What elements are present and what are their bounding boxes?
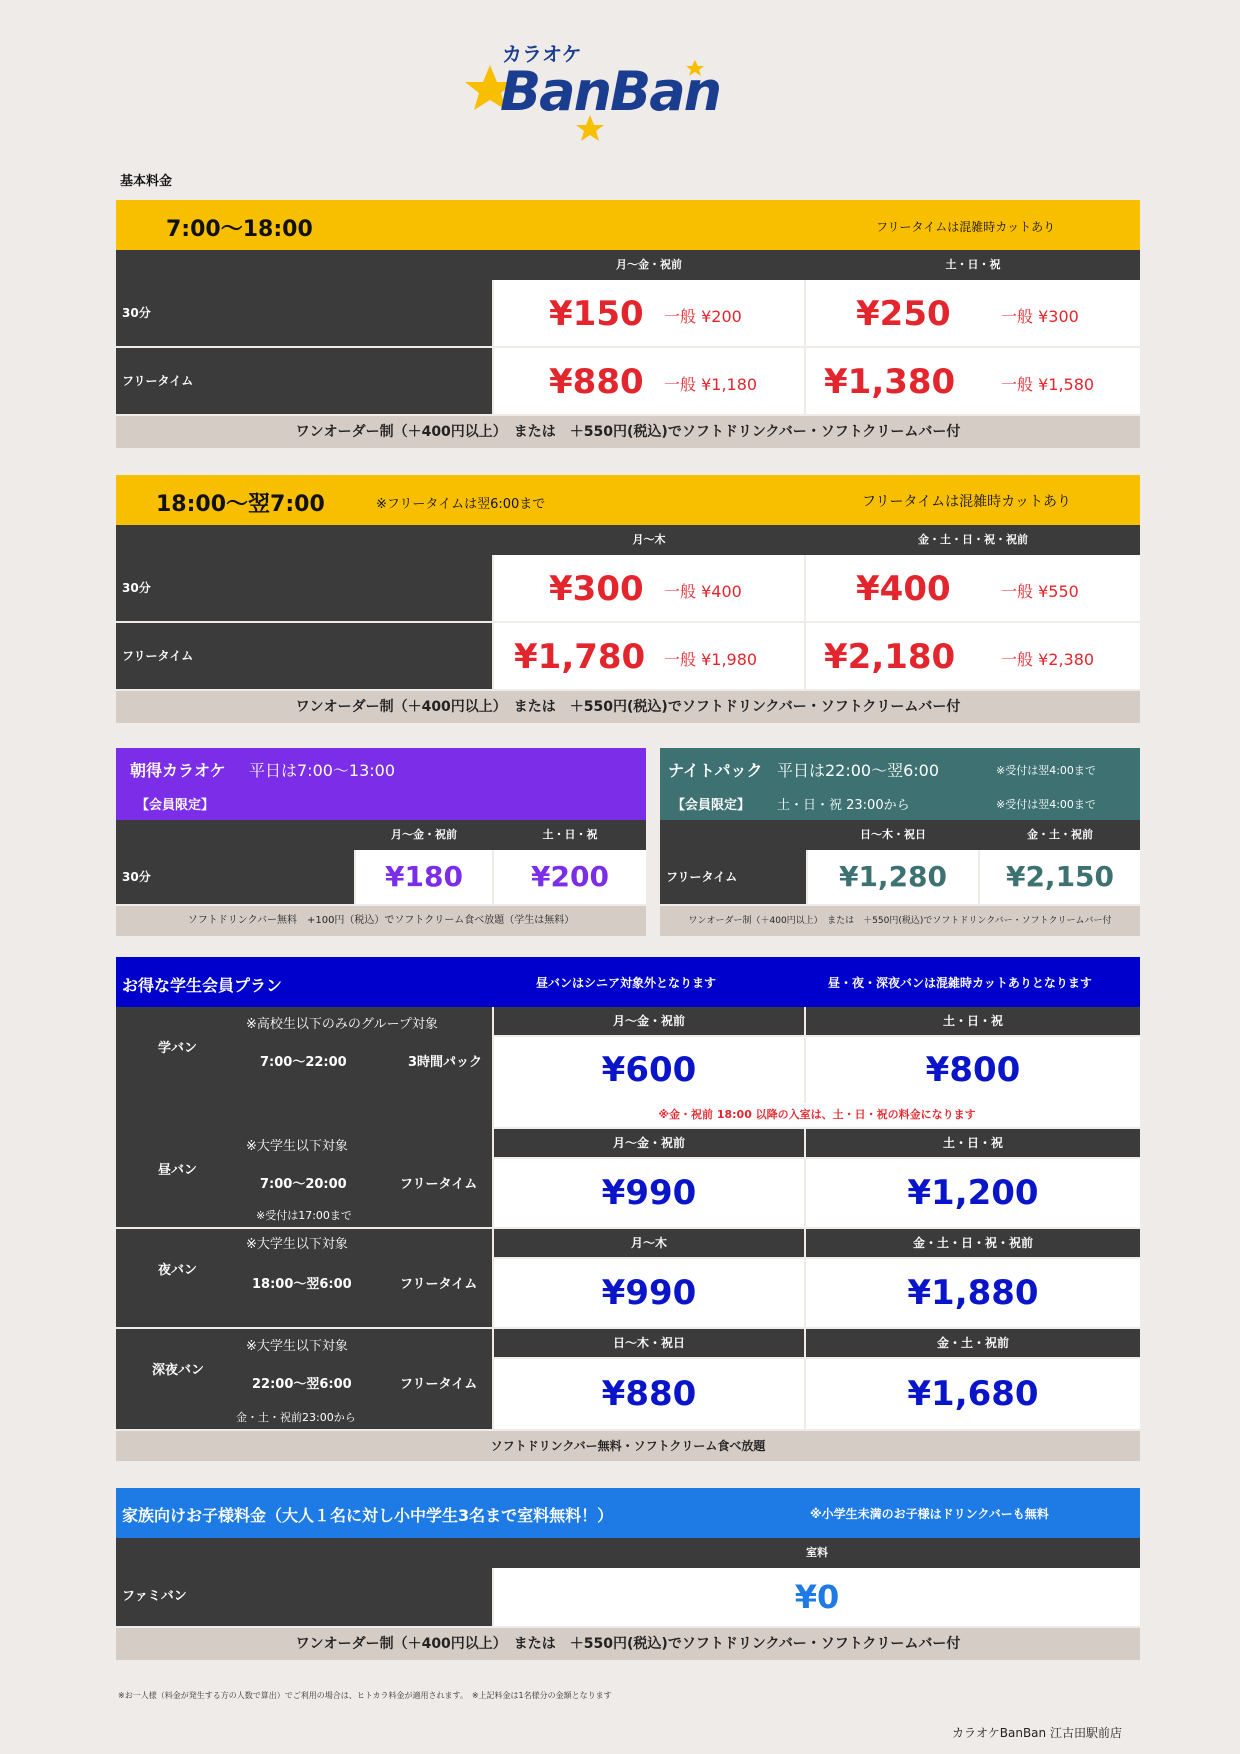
row-label: フリータイム bbox=[116, 348, 492, 414]
plan-name: 夜バン bbox=[158, 1263, 198, 1278]
student-footer: ソフトドリンクバー無料・ソフトクリーム食べ放題 bbox=[116, 1431, 1140, 1461]
store-name: カラオケBanBan 江古田駅前店 bbox=[952, 1726, 1122, 1740]
family-note: ※小学生未満のお子様はドリンクバーも無料 bbox=[810, 1507, 1049, 1521]
student-section bbox=[116, 957, 1140, 1461]
plan-sub: 金・土・祝前23:00から bbox=[236, 1411, 356, 1424]
morning-footer: ソフトドリンクバー無料 +100円（税込）でソフトクリーム食べ放題（学生は無料） bbox=[116, 906, 646, 936]
nightpack-title: ナイトパック bbox=[668, 761, 763, 780]
plan-col1: 月〜金・祝前 bbox=[494, 1129, 804, 1157]
plan-target: ※大学生以下対象 bbox=[246, 1237, 348, 1252]
general-price: 一般 ¥300 bbox=[1001, 307, 1079, 326]
price: ¥1,680 bbox=[907, 1374, 1039, 1414]
row-label: 30分 bbox=[116, 555, 492, 621]
general-price: 一般 ¥200 bbox=[664, 307, 742, 326]
row-label: 30分 bbox=[116, 850, 354, 904]
night-col-header bbox=[116, 525, 1140, 555]
student-plans bbox=[116, 1007, 1140, 1431]
price: ¥300 bbox=[549, 569, 644, 609]
nightpack-note1: ※受付は翌4:00まで bbox=[996, 764, 1096, 777]
day-col2: 土・日・祝 bbox=[945, 258, 1001, 271]
day-col-header bbox=[116, 250, 1140, 280]
general-price: 一般 ¥400 bbox=[664, 582, 742, 601]
day-footer: ワンオーダー制（＋400円以上） または ＋550円(税込)でソフトドリンクバー・ソフトクリームバー付 bbox=[116, 416, 1140, 448]
night-col2: 金・土・日・祝・祝前 bbox=[918, 533, 1028, 546]
plan-col1: 月〜木 bbox=[494, 1229, 804, 1257]
price: ¥200 bbox=[531, 860, 609, 893]
logo-main-text: BanBan bbox=[500, 60, 721, 123]
morning-header bbox=[116, 748, 646, 820]
day-header bbox=[116, 200, 1140, 250]
plan-type: 3時間パック bbox=[408, 1055, 483, 1070]
logo-top-text: カラオケ bbox=[502, 42, 582, 66]
price: ¥880 bbox=[549, 362, 644, 402]
price: ¥1,380 bbox=[824, 362, 956, 402]
plan-target: ※高校生以下のみのグループ対象 bbox=[246, 1017, 438, 1032]
logo bbox=[460, 30, 780, 150]
nightpack-hours: 平日は22:00〜翌6:00 bbox=[777, 761, 940, 780]
nightpack-col1: 日〜木・祝日 bbox=[860, 828, 926, 841]
morning-title: 朝得カラオケ bbox=[130, 761, 226, 780]
plan-type: フリータイム bbox=[400, 1177, 478, 1192]
plan-col2: 金・土・祝前 bbox=[806, 1329, 1140, 1357]
nightpack-header bbox=[660, 748, 1140, 820]
nightpack-footer: ワンオーダー制（＋400円以上） または ＋550円(税込)でソフトドリンクバー・ソフトクリームバー付 bbox=[660, 906, 1140, 936]
row-label: ファミバン bbox=[116, 1568, 492, 1626]
plan-name: 学バン bbox=[158, 1041, 198, 1056]
row-label: 30分 bbox=[116, 280, 492, 346]
price: ¥180 bbox=[385, 860, 463, 893]
family-title: 家族向けお子様料金（大人１名に対し小中学生3名まで室料無料！） bbox=[122, 1506, 614, 1525]
price: ¥2,150 bbox=[1005, 860, 1115, 893]
plan-col1: 月〜金・祝前 bbox=[494, 1007, 804, 1035]
morning-section bbox=[116, 748, 646, 936]
plan-type: フリータイム bbox=[400, 1277, 478, 1292]
general-price: 一般 ¥2,380 bbox=[1001, 650, 1095, 669]
nightpack-col-header bbox=[660, 820, 1140, 850]
table-row bbox=[116, 1568, 1140, 1628]
plan-target: ※大学生以下対象 bbox=[246, 1139, 348, 1154]
plan-target: ※大学生以下対象 bbox=[246, 1339, 348, 1354]
plan-time: 18:00〜翌6:00 bbox=[252, 1277, 352, 1292]
row-label: フリータイム bbox=[660, 850, 806, 904]
plan-type: フリータイム bbox=[400, 1377, 478, 1392]
morning-col-header bbox=[116, 820, 646, 850]
nightpack-section bbox=[660, 748, 1140, 936]
student-note1: 昼バンはシニア対象外となります bbox=[536, 976, 717, 990]
day-section bbox=[116, 200, 1140, 448]
table-row bbox=[116, 280, 1140, 348]
price: ¥1,200 bbox=[907, 1173, 1039, 1213]
plan-yoruban bbox=[116, 1229, 1140, 1329]
nightpack-hours2: 土・日・祝 23:00から bbox=[777, 798, 910, 813]
general-price: 一般 ¥1,580 bbox=[1001, 375, 1095, 394]
day-note: フリータイムは混雑時カットあり bbox=[876, 220, 1056, 234]
plan-time: 7:00〜20:00 bbox=[260, 1177, 347, 1192]
night-note: フリータイムは混雑時カットあり bbox=[862, 494, 1072, 510]
section-label: 基本料金 bbox=[120, 174, 173, 189]
general-price: 一般 ¥550 bbox=[1001, 582, 1079, 601]
price: ¥600 bbox=[601, 1050, 697, 1090]
family-footer: ワンオーダー制（＋400円以上） または ＋550円(税込)でソフトドリンクバー・ソフトクリームバー付 bbox=[116, 1628, 1140, 1660]
table-row bbox=[660, 850, 1140, 906]
price: ¥990 bbox=[601, 1273, 697, 1313]
price: ¥0 bbox=[794, 1578, 840, 1616]
price: ¥400 bbox=[856, 569, 951, 609]
table-row bbox=[116, 623, 1140, 691]
table-row bbox=[116, 348, 1140, 416]
family-col-header bbox=[116, 1538, 1140, 1568]
student-header bbox=[116, 957, 1140, 1007]
price: ¥1,280 bbox=[838, 860, 948, 893]
price: ¥2,180 bbox=[824, 637, 956, 677]
plan-time: 7:00〜22:00 bbox=[260, 1055, 347, 1070]
price: ¥1,880 bbox=[907, 1273, 1039, 1313]
plan-hiruban bbox=[116, 1129, 1140, 1229]
night-time: 18:00〜翌7:00 bbox=[156, 492, 325, 517]
general-price: 一般 ¥1,980 bbox=[664, 650, 758, 669]
price: ¥880 bbox=[601, 1374, 697, 1414]
nightpack-note2: ※受付は翌4:00まで bbox=[996, 798, 1096, 811]
price: ¥250 bbox=[856, 294, 951, 334]
morning-col2: 土・日・祝 bbox=[542, 828, 598, 841]
table-row bbox=[116, 850, 646, 906]
plan-col2: 土・日・祝 bbox=[806, 1129, 1140, 1157]
night-col1: 月〜木 bbox=[632, 533, 666, 546]
plan-col2: 金・土・日・祝・祝前 bbox=[806, 1229, 1140, 1257]
price: ¥1,780 bbox=[514, 637, 646, 677]
day-col1: 月〜金・祝前 bbox=[616, 258, 682, 271]
plan-sub: ※受付は17:00まで bbox=[256, 1209, 352, 1222]
plan-col1: 日〜木・祝日 bbox=[494, 1329, 804, 1357]
night-footer: ワンオーダー制（＋400円以上） または ＋550円(税込)でソフトドリンクバー・ソフトクリームバー付 bbox=[116, 691, 1140, 723]
night-sub: ※フリータイムは翌6:00まで bbox=[376, 497, 546, 512]
morning-col1: 月〜金・祝前 bbox=[391, 828, 457, 841]
plan-shinyaban bbox=[116, 1329, 1140, 1429]
plan-gakuban bbox=[116, 1007, 1140, 1129]
price: ¥150 bbox=[549, 294, 644, 334]
family-header bbox=[116, 1488, 1140, 1538]
plan-name: 深夜バン bbox=[152, 1363, 205, 1378]
family-section bbox=[116, 1488, 1140, 1660]
student-note2: 昼・夜・深夜バンは混雑時カットありとなります bbox=[828, 976, 1092, 990]
plan-name: 昼バン bbox=[158, 1163, 198, 1178]
morning-member: 【会員限定】 bbox=[136, 798, 215, 813]
nightpack-col2: 金・土・祝前 bbox=[1027, 828, 1093, 841]
nightpack-member: 【会員限定】 bbox=[672, 798, 751, 813]
row-label: フリータイム bbox=[116, 623, 492, 689]
price: ¥990 bbox=[601, 1173, 697, 1213]
plan-col2: 土・日・祝 bbox=[806, 1007, 1140, 1035]
plan-time: 22:00〜翌6:00 bbox=[252, 1377, 352, 1392]
table-row bbox=[116, 555, 1140, 623]
disclaimer: ※お一人様（料金が発生する方の人数で算出）でご利用の場合は、ヒトカラ料金が適用されます。 ※上記料金は1名様分の金額となります bbox=[118, 1691, 612, 1700]
family-col: 室料 bbox=[806, 1546, 828, 1559]
plan-warning: ※金・祝前 18:00 以降の入室は、土・日・祝の料金になります bbox=[494, 1103, 1140, 1127]
day-time: 7:00〜18:00 bbox=[166, 217, 313, 242]
morning-hours: 平日は7:00〜13:00 bbox=[249, 761, 396, 780]
price: ¥800 bbox=[925, 1050, 1021, 1090]
night-section bbox=[116, 475, 1140, 723]
student-title: お得な学生会員プラン bbox=[122, 976, 283, 995]
night-header bbox=[116, 475, 1140, 525]
general-price: 一般 ¥1,180 bbox=[664, 375, 758, 394]
